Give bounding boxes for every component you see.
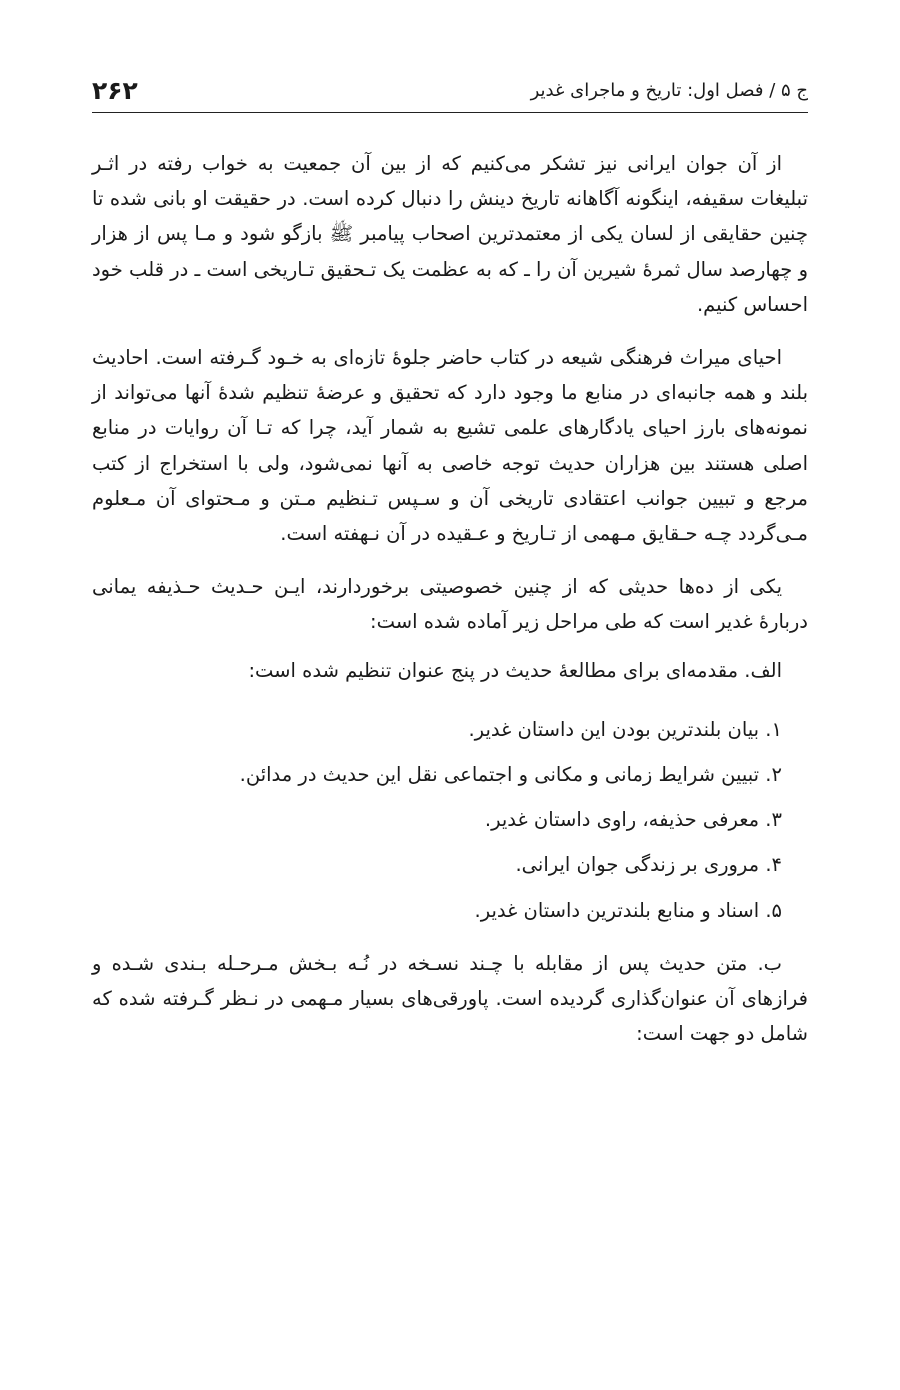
list-item: ۲. تبیین شرایط زمانی و مکانی و اجتماعی نقل این حدیث در مدائن. [239, 763, 782, 787]
page-body [92, 146, 808, 1069]
list-item: ۱. بیان بلندترین بودن این داستان غدیر. [468, 717, 782, 741]
page-header [92, 68, 808, 113]
page-number: ۲۶۲ [92, 75, 138, 105]
section-b-paragraph: ب. متن حدیث پس از مقابله با چـند نسـخه در نُـه بـخش مـرحـله بـندی شـده و فرازهای آن عنوان‌گذاری گردیده است. پاورقی‌های بسیار مـهمی در نـظر گـرفته شده که شامل دو جهت است: [92, 951, 808, 1046]
running-title: ج ۵ / فصل اول: تاریخ و ماجرای غدیر [530, 79, 808, 101]
paragraph-heritage: احیای میراث فرهنگی شیعه در کتاب حاضر جلوهٔ تازه‌ای به خـود گـرفته است. احادیث بلند و همه جانبه‌ای در منابع ما وجود دارد که تحقیق و عرضهٔ تنظیم شدهٔ آنها می‌تواند از نمونه‌های بارز احیای یادگارهای علمی تشیع به شمار آید، چرا که تـا آن روایات در منابع اصلی هستند بین هزاران حدیث توجه خاصی به آنها نمی‌شود، ولی با استخراج از کتب مرجع و تبیین جوانب اعتقادی تاریخی آن و سـپس تـنظیم مـتن و مـحتوای آن مـعلوم مـی‌گردد چـه حـقایق مـهمی از تـاریخ و عـقیده در آن نـهفته است. [92, 346, 808, 546]
section-a-list [92, 712, 808, 928]
list-item: ۵. اسناد و منابع بلندترین داستان غدیر. [474, 898, 782, 922]
paragraph-thanks: از آن جوان ایرانی نیز تشکر می‌کنیم که از بین آن جمعیت به خواب رفته در اثـر تبلیغات سقیفه، اینگونه آگاهانه تاریخ دینش را دنبال کرده است. در حقیقت او بانی شده تا چنین حقایقی از لسان یکی از معتمدترین اصحاب پیامبر ﷺ بازگو شود و مـا پس از هزار و چهارصد سال ثمرهٔ شیرین آن را ـ که به عظمت یک تـحقیق تـاریخی است ـ در قلب خود احساس کنیم. [92, 152, 808, 316]
paragraph-hadith-intro: یکی از ده‌ها حدیثی که از چنین خصوصیتی برخوردارند، ایـن حـدیث حـذیفه یمانی دربارهٔ غدیر است که طی مراحل زیر آماده شده است: [92, 575, 808, 634]
list-item: ۳. معرفی حذیفه، راوی داستان غدیر. [484, 808, 782, 832]
list-item: ۴. مروری بر زندگی جوان ایرانی. [515, 853, 782, 877]
section-a-intro: الف. مقدمه‌ای برای مطالعهٔ حدیث در پنج عنوان تنظیم شده است: [248, 658, 782, 682]
